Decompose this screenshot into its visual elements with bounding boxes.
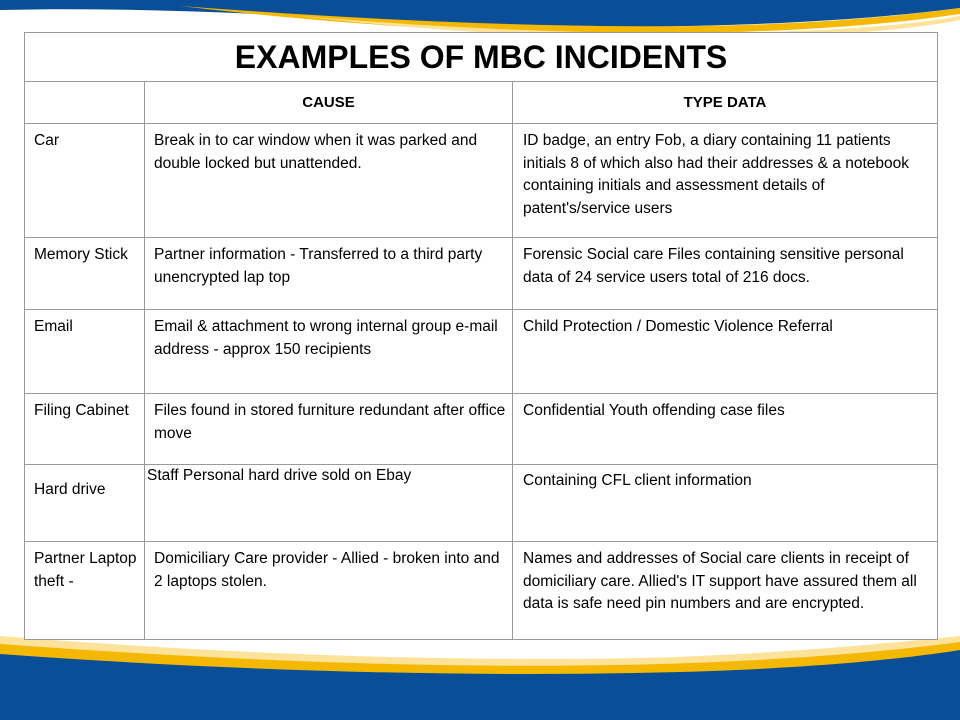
table-row bbox=[25, 542, 937, 640]
slide-title: EXAMPLES OF MBC INCIDENTS bbox=[25, 33, 937, 82]
category-cell: Car bbox=[34, 132, 59, 149]
header-type-data: TYPE DATA bbox=[683, 93, 767, 111]
header-cause: CAUSE bbox=[302, 93, 355, 111]
table-row bbox=[25, 394, 937, 465]
category-cell: Partner Laptop theft - bbox=[34, 550, 137, 590]
table-header-row bbox=[25, 81, 937, 124]
header-category bbox=[25, 81, 144, 123]
cause-cell: Domiciliary Care provider - Allied - broken into and 2 laptops stolen. bbox=[154, 550, 500, 590]
type-data-cell: Containing CFL client information bbox=[523, 472, 752, 489]
table-row bbox=[25, 124, 937, 238]
type-data-cell: Child Protection / Domestic Violence Referral bbox=[523, 318, 833, 335]
cause-cell: Break in to car window when it was parked and double locked but unattended. bbox=[154, 132, 478, 172]
type-data-cell: Names and addresses of Social care clients in receipt of domiciliary care. Allied's IT support have assured them all data is safe need pin numbers and are encrypted. bbox=[523, 550, 917, 612]
table-row bbox=[25, 465, 937, 542]
type-data-cell: Confidential Youth offending case files bbox=[523, 402, 785, 419]
table-row bbox=[25, 238, 937, 310]
category-cell: Filing Cabinet bbox=[34, 402, 129, 419]
type-data-cell: ID badge, an entry Fob, a diary containing 11 patients initials 8 of which also had their addresses & a notebook containing initials and assessment details of patent's/service users bbox=[523, 132, 910, 217]
cause-cell: Partner information - Transferred to a third party unencrypted lap top bbox=[154, 246, 483, 286]
type-data-cell: Forensic Social care Files containing sensitive personal data of 24 service users total of 216 docs. bbox=[523, 246, 904, 286]
cause-cell: Email & attachment to wrong internal group e-mail address - approx 150 recipients bbox=[154, 318, 498, 358]
category-cell: Memory Stick bbox=[34, 246, 128, 263]
category-cell: Email bbox=[34, 318, 73, 335]
table-row bbox=[25, 310, 937, 394]
cause-cell: Files found in stored furniture redundant after office move bbox=[154, 402, 506, 442]
category-cell: Hard drive bbox=[34, 481, 106, 498]
incidents-table bbox=[24, 32, 938, 640]
cause-cell: Staff Personal hard drive sold on Ebay bbox=[147, 467, 412, 484]
bottom-wave-decoration bbox=[0, 630, 960, 720]
